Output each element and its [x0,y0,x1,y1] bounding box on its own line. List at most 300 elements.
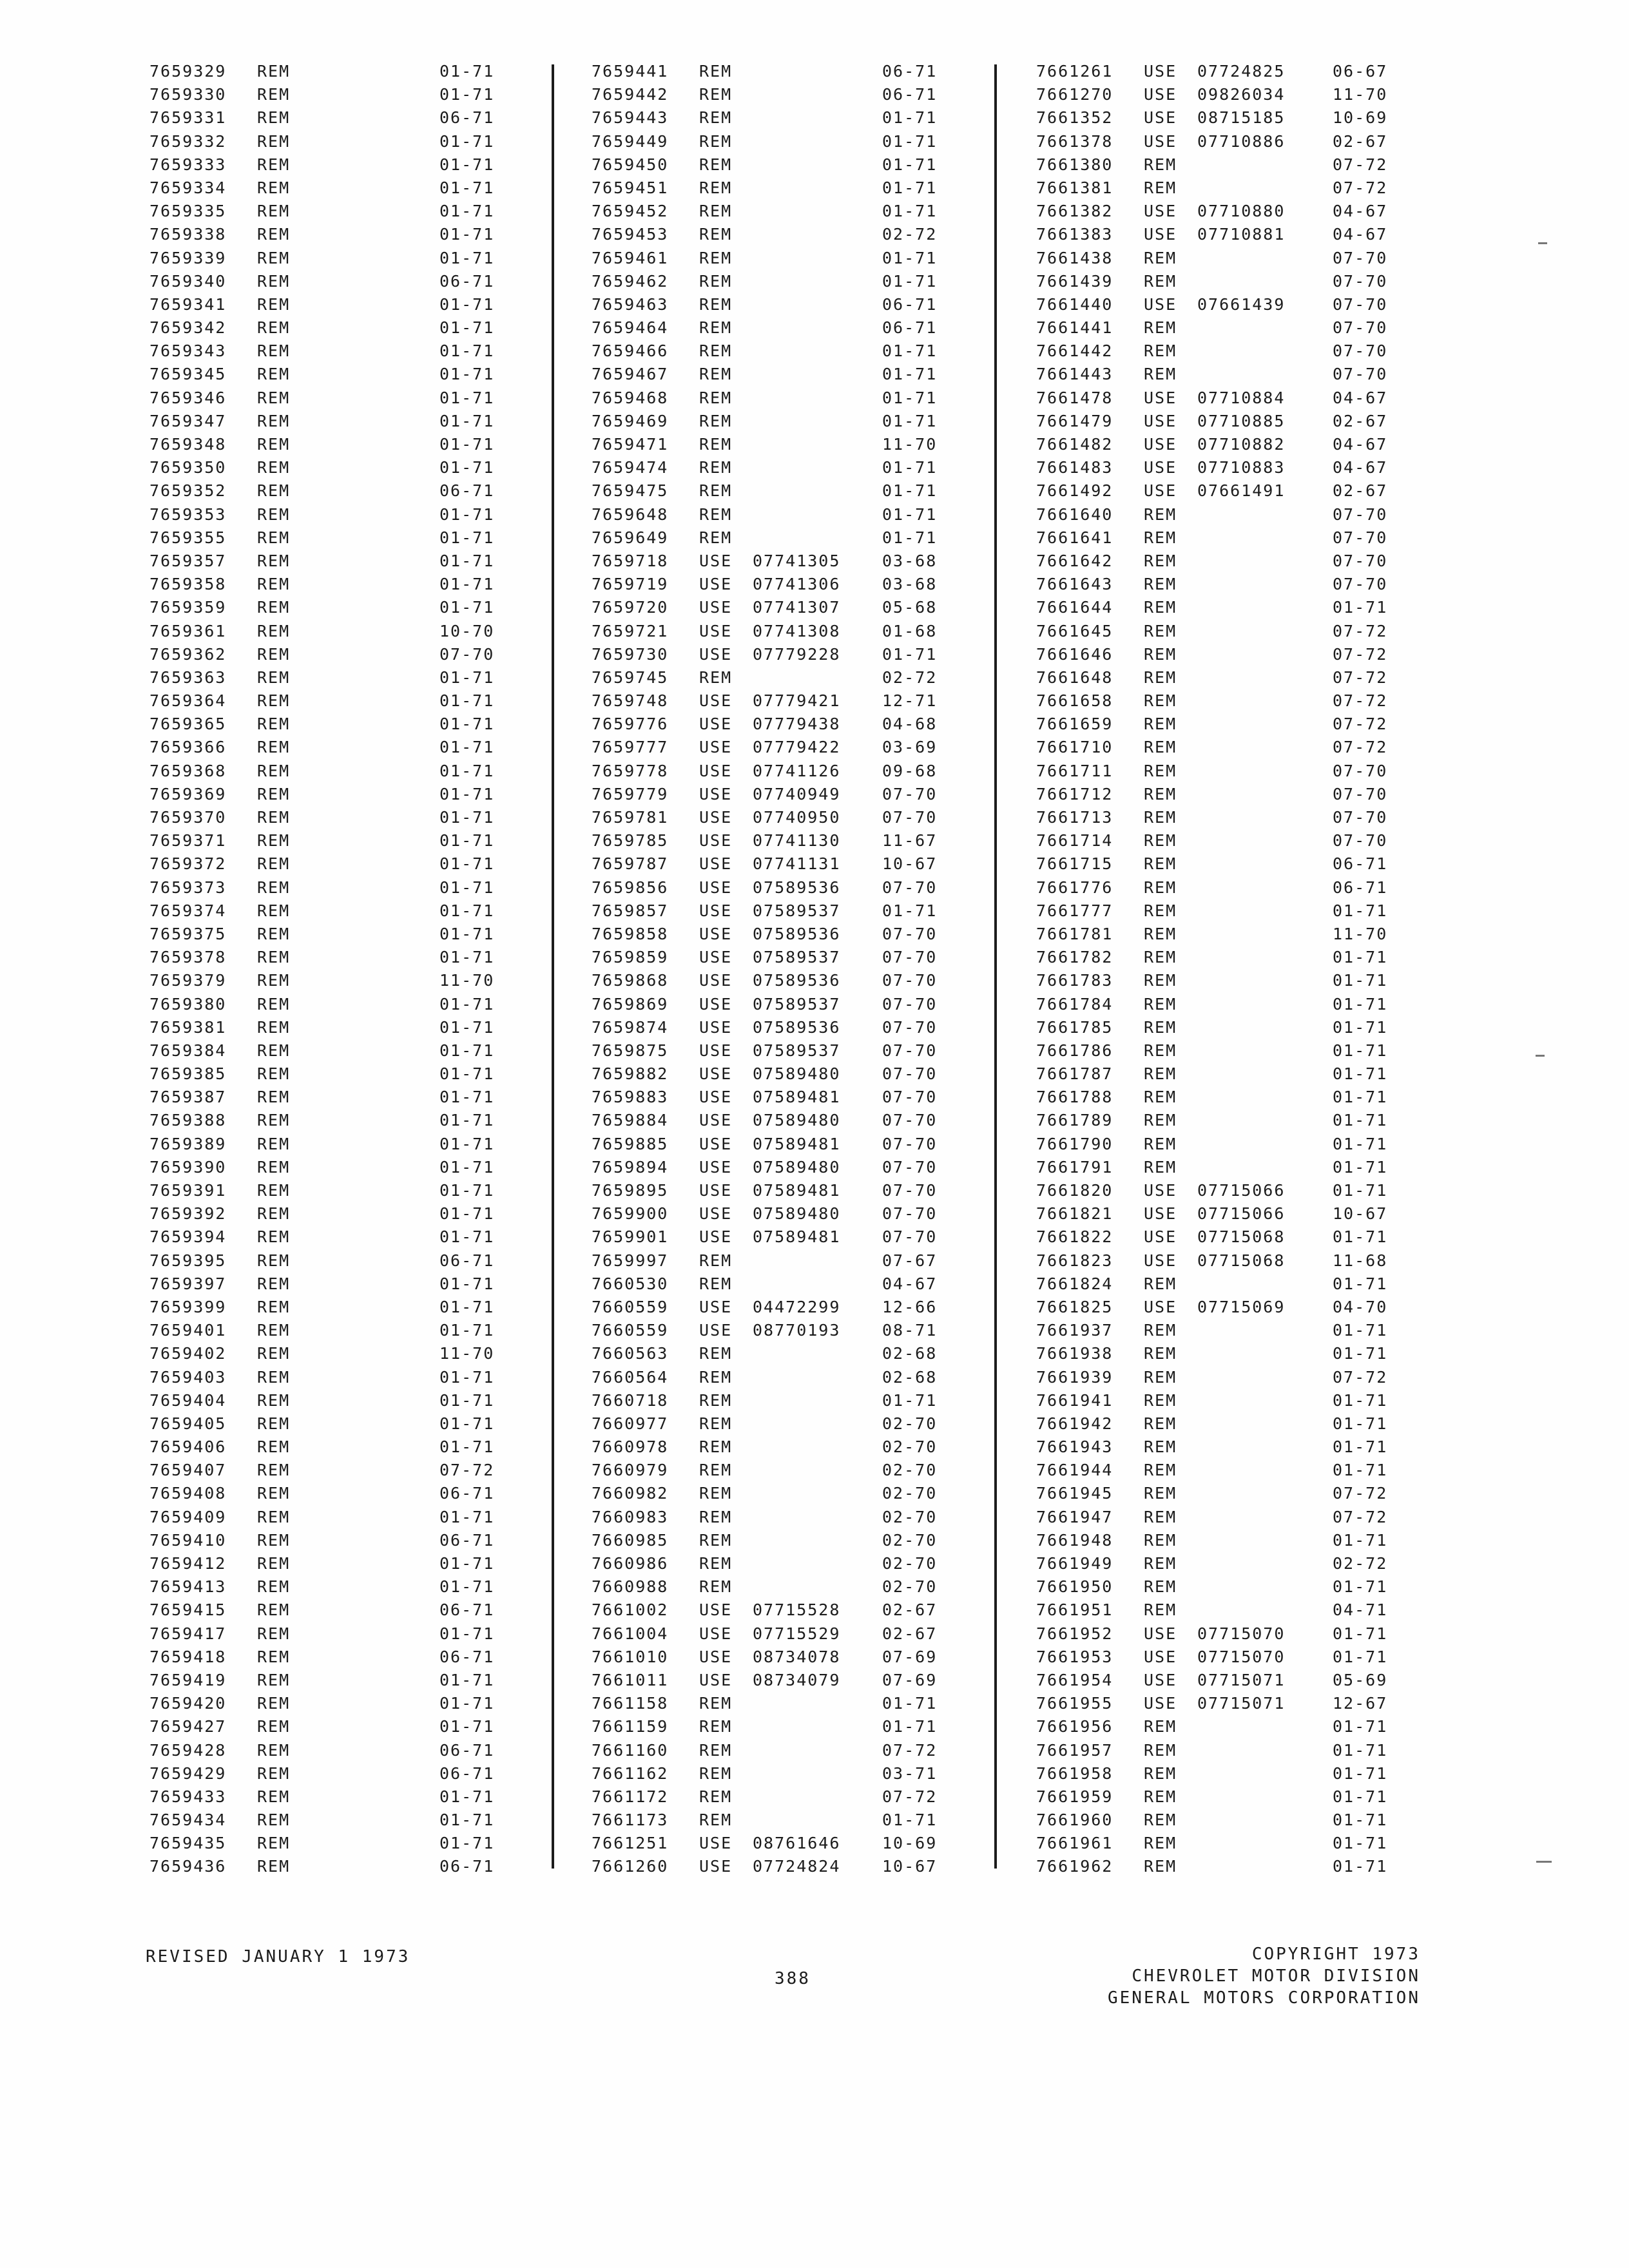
action-code: REM [699,388,733,407]
effective-date: 06-71 [439,1647,495,1666]
effective-date: 06-71 [882,62,938,81]
action-code: REM [699,1274,733,1293]
effective-date: 01-71 [1333,948,1388,967]
part-number: 7660982 [592,1484,669,1503]
action-code: USE [699,1088,733,1107]
effective-date: 07-70 [882,1227,938,1247]
effective-date: 07-70 [882,1088,938,1107]
action-code: USE [699,1670,733,1689]
action-code: REM [1144,644,1177,664]
part-number: 7659378 [149,948,227,967]
effective-date: 01-71 [882,1694,938,1713]
replacement-part: 07740949 [753,784,841,803]
action-code: REM [1144,1017,1177,1037]
action-code: REM [257,528,291,547]
part-number: 7661822 [1036,1227,1113,1247]
action-code: REM [257,1181,291,1200]
action-code: REM [257,1647,291,1666]
replacement-part: 07715068 [1197,1227,1286,1247]
part-number: 7661787 [1036,1064,1113,1084]
part-number: 7659409 [149,1507,227,1526]
action-code: USE [699,1857,733,1876]
effective-date: 11-70 [1333,924,1388,943]
action-code: USE [1144,1647,1177,1666]
part-number: 7661937 [1036,1321,1113,1340]
action-code: USE [699,878,733,897]
part-number: 7661951 [1036,1600,1113,1620]
effective-date: 01-71 [882,388,938,407]
effective-date: 01-71 [439,85,495,104]
effective-date: 02-72 [1333,1554,1388,1573]
part-number: 7661352 [1036,108,1113,128]
action-code: REM [1144,318,1177,338]
action-code: REM [257,1624,291,1643]
replacement-part: 07710886 [1197,131,1286,151]
action-code: REM [699,505,733,524]
effective-date: 07-72 [1333,621,1388,640]
action-code: REM [1144,668,1177,687]
action-code: USE [699,1647,733,1666]
action-code: REM [257,1204,291,1224]
effective-date: 01-71 [439,505,495,524]
action-code: REM [1144,761,1177,780]
action-code: REM [1144,1763,1177,1783]
effective-date: 01-71 [439,1694,495,1713]
action-code: REM [1144,551,1177,570]
effective-date: 01-71 [882,644,938,664]
action-code: REM [257,1811,291,1830]
effective-date: 01-71 [439,924,495,943]
action-code: REM [257,318,291,338]
action-code: REM [1144,1274,1177,1293]
part-number: 7659403 [149,1367,227,1387]
action-code: REM [699,411,733,430]
effective-date: 07-69 [882,1670,938,1689]
part-number: 7659335 [149,202,227,221]
part-number: 7659466 [592,341,669,361]
part-number: 7659401 [149,1321,227,1340]
action-code: REM [1144,1437,1177,1457]
action-code: REM [1144,271,1177,291]
replacement-part: 07715529 [753,1624,841,1643]
effective-date: 01-71 [1333,1577,1388,1597]
action-code: REM [257,1390,291,1410]
part-number: 7659452 [592,202,669,221]
action-code: REM [257,341,291,361]
part-number: 7661790 [1036,1134,1113,1153]
action-code: REM [1144,738,1177,757]
replacement-part: 07710881 [1197,225,1286,244]
action-code: REM [699,108,733,128]
action-code: REM [257,1857,291,1876]
part-number: 7659469 [592,411,669,430]
replacement-part: 07715070 [1197,1624,1286,1643]
effective-date: 07-67 [882,1251,938,1270]
replacement-part: 07741306 [753,575,841,594]
effective-date: 02-70 [882,1577,938,1597]
part-number: 7659368 [149,761,227,780]
action-code: USE [699,901,733,920]
part-number: 7659718 [592,551,669,570]
action-code: REM [257,1251,291,1270]
part-number: 7659415 [149,1600,227,1620]
action-code: REM [699,1507,733,1526]
effective-date: 01-71 [1333,901,1388,920]
part-number: 7661958 [1036,1763,1113,1783]
part-number: 7661482 [1036,435,1113,454]
part-number: 7659895 [592,1181,669,1200]
part-number: 7659648 [592,505,669,524]
effective-date: 01-71 [1333,1414,1388,1433]
replacement-part: 07589480 [753,1157,841,1177]
part-number: 7661659 [1036,715,1113,734]
part-number: 7661785 [1036,1017,1113,1037]
effective-date: 09-68 [882,761,938,780]
action-code: REM [257,551,291,570]
action-code: REM [1144,1344,1177,1363]
effective-date: 01-71 [439,62,495,81]
action-code: USE [699,551,733,570]
effective-date: 07-70 [439,644,495,664]
action-code: REM [257,1111,291,1130]
effective-date: 04-67 [1333,202,1388,221]
effective-date: 01-71 [1333,1390,1388,1410]
part-number: 7659748 [592,691,669,711]
effective-date: 04-70 [1333,1297,1388,1316]
part-number: 7660977 [592,1414,669,1433]
replacement-part: 07715066 [1197,1204,1286,1224]
action-code: REM [1144,155,1177,174]
effective-date: 04-67 [1333,435,1388,454]
part-number: 7659373 [149,878,227,897]
part-number: 7659379 [149,971,227,990]
effective-date: 05-68 [882,598,938,617]
part-number: 7661944 [1036,1461,1113,1480]
part-number: 7661962 [1036,1857,1113,1876]
action-code: REM [1144,994,1177,1014]
part-number: 7660564 [592,1367,669,1387]
action-code: USE [699,1204,733,1224]
part-number: 7661942 [1036,1414,1113,1433]
part-number: 7659434 [149,1811,227,1830]
action-code: REM [699,1344,733,1363]
action-code: REM [1144,948,1177,967]
effective-date: 07-70 [882,1134,938,1153]
part-number: 7659779 [592,784,669,803]
action-code: USE [1144,481,1177,501]
part-number: 7659884 [592,1111,669,1130]
effective-date: 10-70 [439,621,495,640]
action-code: REM [257,1600,291,1620]
replacement-part: 07589480 [753,1064,841,1084]
action-code: REM [699,1717,733,1736]
part-number: 7661644 [1036,598,1113,617]
part-number: 7660985 [592,1530,669,1550]
effective-date: 01-71 [439,1321,495,1340]
replacement-part: 07589481 [753,1227,841,1247]
action-code: REM [699,435,733,454]
action-code: REM [257,854,291,874]
effective-date: 04-68 [882,715,938,734]
replacement-part: 08715185 [1197,108,1286,128]
part-number: 7659372 [149,854,227,874]
effective-date: 10-69 [1333,108,1388,128]
part-number: 7659443 [592,108,669,128]
action-code: REM [257,948,291,967]
effective-date: 07-72 [882,1787,938,1806]
effective-date: 01-71 [439,1157,495,1177]
effective-date: 07-70 [882,1204,938,1224]
effective-date: 07-70 [882,878,938,897]
effective-date: 01-71 [439,551,495,570]
part-number: 7659461 [592,248,669,267]
scan-mark [1536,1861,1552,1863]
action-code: REM [699,1811,733,1830]
effective-date: 01-71 [882,202,938,221]
part-number: 7659350 [149,458,227,477]
action-code: USE [699,1227,733,1247]
part-number: 7659343 [149,341,227,361]
effective-date: 01-71 [1333,1717,1388,1736]
part-number: 7661162 [592,1763,669,1783]
action-code: USE [699,598,733,617]
part-number: 7659391 [149,1181,227,1200]
part-number: 7659346 [149,388,227,407]
part-number: 7661160 [592,1740,669,1760]
part-number: 7659785 [592,831,669,850]
part-number: 7661645 [1036,621,1113,640]
part-number: 7661251 [592,1834,669,1853]
part-number: 7659359 [149,598,227,617]
effective-date: 01-71 [1333,1041,1388,1060]
replacement-part: 07710883 [1197,458,1286,477]
replacement-part: 07715066 [1197,1181,1286,1200]
action-code: USE [1144,108,1177,128]
part-number: 7659371 [149,831,227,850]
part-number: 7659332 [149,131,227,151]
part-number: 7661270 [1036,85,1113,104]
effective-date: 07-70 [1333,341,1388,361]
effective-date: 01-71 [882,131,938,151]
part-number: 7659402 [149,1344,227,1363]
part-number: 7659901 [592,1227,669,1247]
effective-date: 01-71 [439,1064,495,1084]
action-code: USE [1144,62,1177,81]
part-number: 7659420 [149,1694,227,1713]
part-number: 7659787 [592,854,669,874]
action-code: USE [1144,1694,1177,1713]
part-number: 7659719 [592,575,669,594]
effective-date: 01-71 [1333,1530,1388,1550]
effective-date: 01-71 [882,341,938,361]
replacement-part: 07589481 [753,1088,841,1107]
action-code: REM [699,1461,733,1480]
action-code: REM [699,1251,733,1270]
effective-date: 01-71 [882,271,938,291]
action-code: REM [1144,1157,1177,1177]
effective-date: 01-71 [882,178,938,197]
action-code: REM [699,131,733,151]
action-code: REM [257,481,291,501]
part-number: 7661483 [1036,458,1113,477]
action-code: USE [699,1181,733,1200]
action-code: REM [257,1530,291,1550]
part-number: 7659334 [149,178,227,197]
action-code: REM [257,971,291,990]
part-number: 7659418 [149,1647,227,1666]
effective-date: 01-71 [882,365,938,384]
action-code: USE [1144,458,1177,477]
action-code: REM [1144,248,1177,267]
part-number: 7661954 [1036,1670,1113,1689]
action-code: USE [699,1157,733,1177]
effective-date: 11-70 [439,1344,495,1363]
part-number: 7661010 [592,1647,669,1666]
action-code: REM [699,481,733,501]
effective-date: 01-71 [1333,994,1388,1014]
part-number: 7659407 [149,1461,227,1480]
part-number: 7659408 [149,1484,227,1503]
effective-date: 07-72 [439,1461,495,1480]
effective-date: 01-71 [882,901,938,920]
action-code: REM [257,155,291,174]
action-code: REM [1144,1367,1177,1387]
part-number: 7659433 [149,1787,227,1806]
part-number: 7661641 [1036,528,1113,547]
action-code: USE [1144,388,1177,407]
part-number: 7661643 [1036,575,1113,594]
part-number: 7659339 [149,248,227,267]
part-number: 7661715 [1036,854,1113,874]
action-code: REM [1144,1554,1177,1573]
part-number: 7659333 [149,155,227,174]
effective-date: 07-70 [882,994,938,1014]
part-number: 7659730 [592,644,669,664]
part-number: 7661479 [1036,411,1113,430]
action-code: REM [257,1484,291,1503]
part-number: 7661380 [1036,155,1113,174]
effective-date: 04-67 [1333,458,1388,477]
action-code: USE [699,1297,733,1316]
part-number: 7661786 [1036,1041,1113,1060]
effective-date: 06-67 [1333,62,1388,81]
action-code: USE [699,621,733,640]
effective-date: 07-72 [1333,691,1388,711]
effective-date: 01-71 [439,598,495,617]
part-number: 7659441 [592,62,669,81]
effective-date: 01-71 [439,994,495,1014]
part-number: 7659464 [592,318,669,338]
effective-date: 03-68 [882,575,938,594]
effective-date: 01-71 [439,1088,495,1107]
action-code: REM [257,1041,291,1060]
action-code: USE [699,575,733,594]
part-number: 7659875 [592,1041,669,1060]
part-number: 7661776 [1036,878,1113,897]
effective-date: 06-71 [439,481,495,501]
action-code: REM [1144,878,1177,897]
action-code: USE [1144,1670,1177,1689]
part-number: 7659462 [592,271,669,291]
effective-date: 01-71 [1333,1787,1388,1806]
effective-date: 06-71 [1333,878,1388,897]
part-number: 7659384 [149,1041,227,1060]
part-number: 7661949 [1036,1554,1113,1573]
part-number: 7661261 [1036,62,1113,81]
part-number: 7659449 [592,131,669,151]
action-code: USE [699,994,733,1014]
effective-date: 06-71 [439,271,495,291]
action-code: REM [257,271,291,291]
effective-date: 02-68 [882,1344,938,1363]
action-code: REM [257,388,291,407]
action-code: REM [1144,1857,1177,1876]
effective-date: 07-70 [1333,271,1388,291]
action-code: REM [1144,1740,1177,1760]
action-code: REM [257,1763,291,1783]
replacement-part: 07715069 [1197,1297,1286,1316]
action-code: USE [699,761,733,780]
effective-date: 01-71 [1333,1647,1388,1666]
effective-date: 07-70 [1333,761,1388,780]
part-number: 7659856 [592,878,669,897]
replacement-part: 07741307 [753,598,841,617]
part-number: 7661961 [1036,1834,1113,1853]
effective-date: 02-72 [882,668,938,687]
part-number: 7661821 [1036,1204,1113,1224]
effective-date: 01-71 [439,738,495,757]
effective-date: 01-71 [1333,1437,1388,1457]
action-code: REM [699,155,733,174]
effective-date: 02-67 [1333,131,1388,151]
action-code: REM [257,1321,291,1340]
action-code: REM [257,1017,291,1037]
part-number: 7659331 [149,108,227,128]
effective-date: 01-71 [439,1437,495,1457]
action-code: USE [699,1041,733,1060]
action-code: REM [257,784,291,803]
part-number: 7659352 [149,481,227,501]
part-number: 7661947 [1036,1507,1113,1526]
action-code: REM [1144,1787,1177,1806]
replacement-part: 07779228 [753,644,841,664]
action-code: REM [257,178,291,197]
action-code: REM [257,248,291,267]
effective-date: 01-71 [1333,1064,1388,1084]
effective-date: 01-71 [882,411,938,430]
replacement-part: 07710882 [1197,435,1286,454]
part-number: 7661960 [1036,1811,1113,1830]
part-number: 7659649 [592,528,669,547]
effective-date: 01-71 [439,1017,495,1037]
part-number: 7659342 [149,318,227,338]
effective-date: 06-71 [439,1740,495,1760]
action-code: REM [1144,1507,1177,1526]
part-number: 7659721 [592,621,669,640]
effective-date: 01-71 [882,1717,938,1736]
part-number: 7659362 [149,644,227,664]
action-code: REM [257,1367,291,1387]
effective-date: 01-68 [882,621,938,640]
effective-date: 06-71 [439,1600,495,1620]
copyright-line: COPYRIGHT 1973 [1251,1945,1420,1964]
action-code: REM [1144,1600,1177,1620]
part-number: 7659471 [592,435,669,454]
part-number: 7661439 [1036,271,1113,291]
action-code: REM [699,294,733,314]
part-number: 7661712 [1036,784,1113,803]
part-number: 7661443 [1036,365,1113,384]
